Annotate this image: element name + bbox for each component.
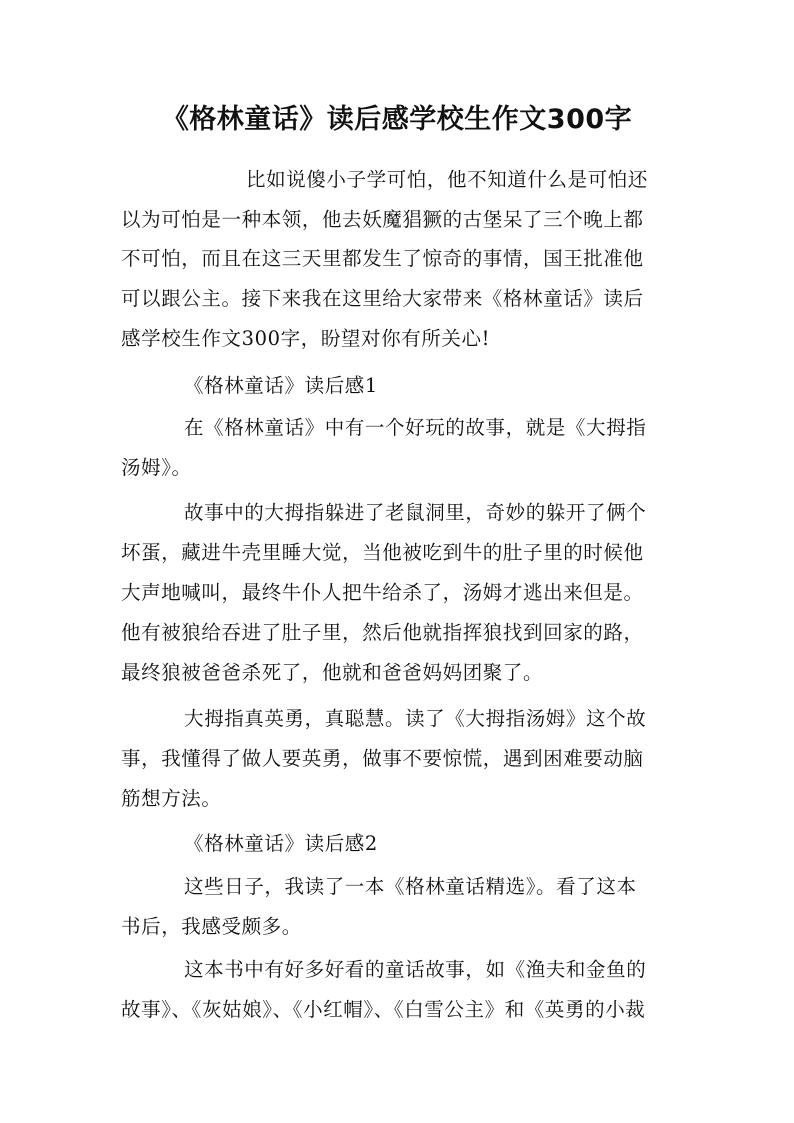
intro-line-1: 比如说傻小子学可怕，他不知道什么是可怕还 [246, 168, 649, 191]
section2-p1-line-1: 这些日子，我读了一本《格林童话精选》。看了这本 [184, 875, 637, 898]
document-title: 《格林童话》读后感学校生作文300字 [161, 104, 633, 135]
section1-p3-line-2: 事，我懂得了做人要英勇，做事不要惊慌，遇到困难要动脑 [121, 747, 644, 770]
section1-p1-line-2: 汤姆》。 [121, 456, 192, 479]
section1-p1-line-1: 在《格林童话》中有一个好玩的故事，就是《大拇指 [184, 416, 647, 439]
section2-heading: 《格林童话》读后感2 [184, 832, 378, 855]
section1-p2-line-2: 坏蛋，藏进牛壳里睡大觉，当他被吃到牛的肚子里的时候他 [121, 541, 644, 564]
section1-p2-line-3: 大声地喊叫，最终牛仆人把牛给杀了，汤姆才逃出来但是。 [121, 581, 644, 604]
section1-p2-line-4: 他有被狼给吞进了肚子里，然后他就指挥狼找到回家的路， [121, 621, 644, 644]
section1-p3-line-1: 大拇指真英勇，真聪慧。读了《大拇指汤姆》这个故 [184, 707, 647, 730]
section1-heading: 《格林童话》读后感1 [184, 374, 378, 397]
section1-p2-line-5: 最终狼被爸爸杀死了，他就和爸爸妈妈团聚了。 [121, 661, 544, 684]
section1-p3-line-3: 筋想方法。 [121, 787, 222, 810]
section2-p2-line-2: 故事》、《灰姑娘》、《小红帽》、《白雪公主》和《英勇的小裁 [121, 998, 646, 1021]
section2-p2-line-1: 这本书中有好多好看的童话故事，如《渔夫和金鱼的 [184, 958, 647, 981]
intro-line-5: 感学校生作文300字，盼望对你有所关心! [121, 327, 491, 350]
intro-line-4: 可以跟公主。接下来我在这里给大家带来《格林童话》读后 [121, 287, 644, 310]
intro-line-3: 不可怕，而且在这三天里都发生了惊奇的事情，国王批准他 [121, 247, 644, 270]
intro-line-2: 以为可怕是一种本领，他去妖魔猖獗的古堡呆了三个晚上都 [121, 208, 644, 231]
section2-p1-line-2: 书后，我感受颇多。 [121, 915, 302, 938]
section1-p2-line-1: 故事中的大拇指躲进了老鼠洞里，奇妙的躲开了俩个 [184, 501, 647, 524]
